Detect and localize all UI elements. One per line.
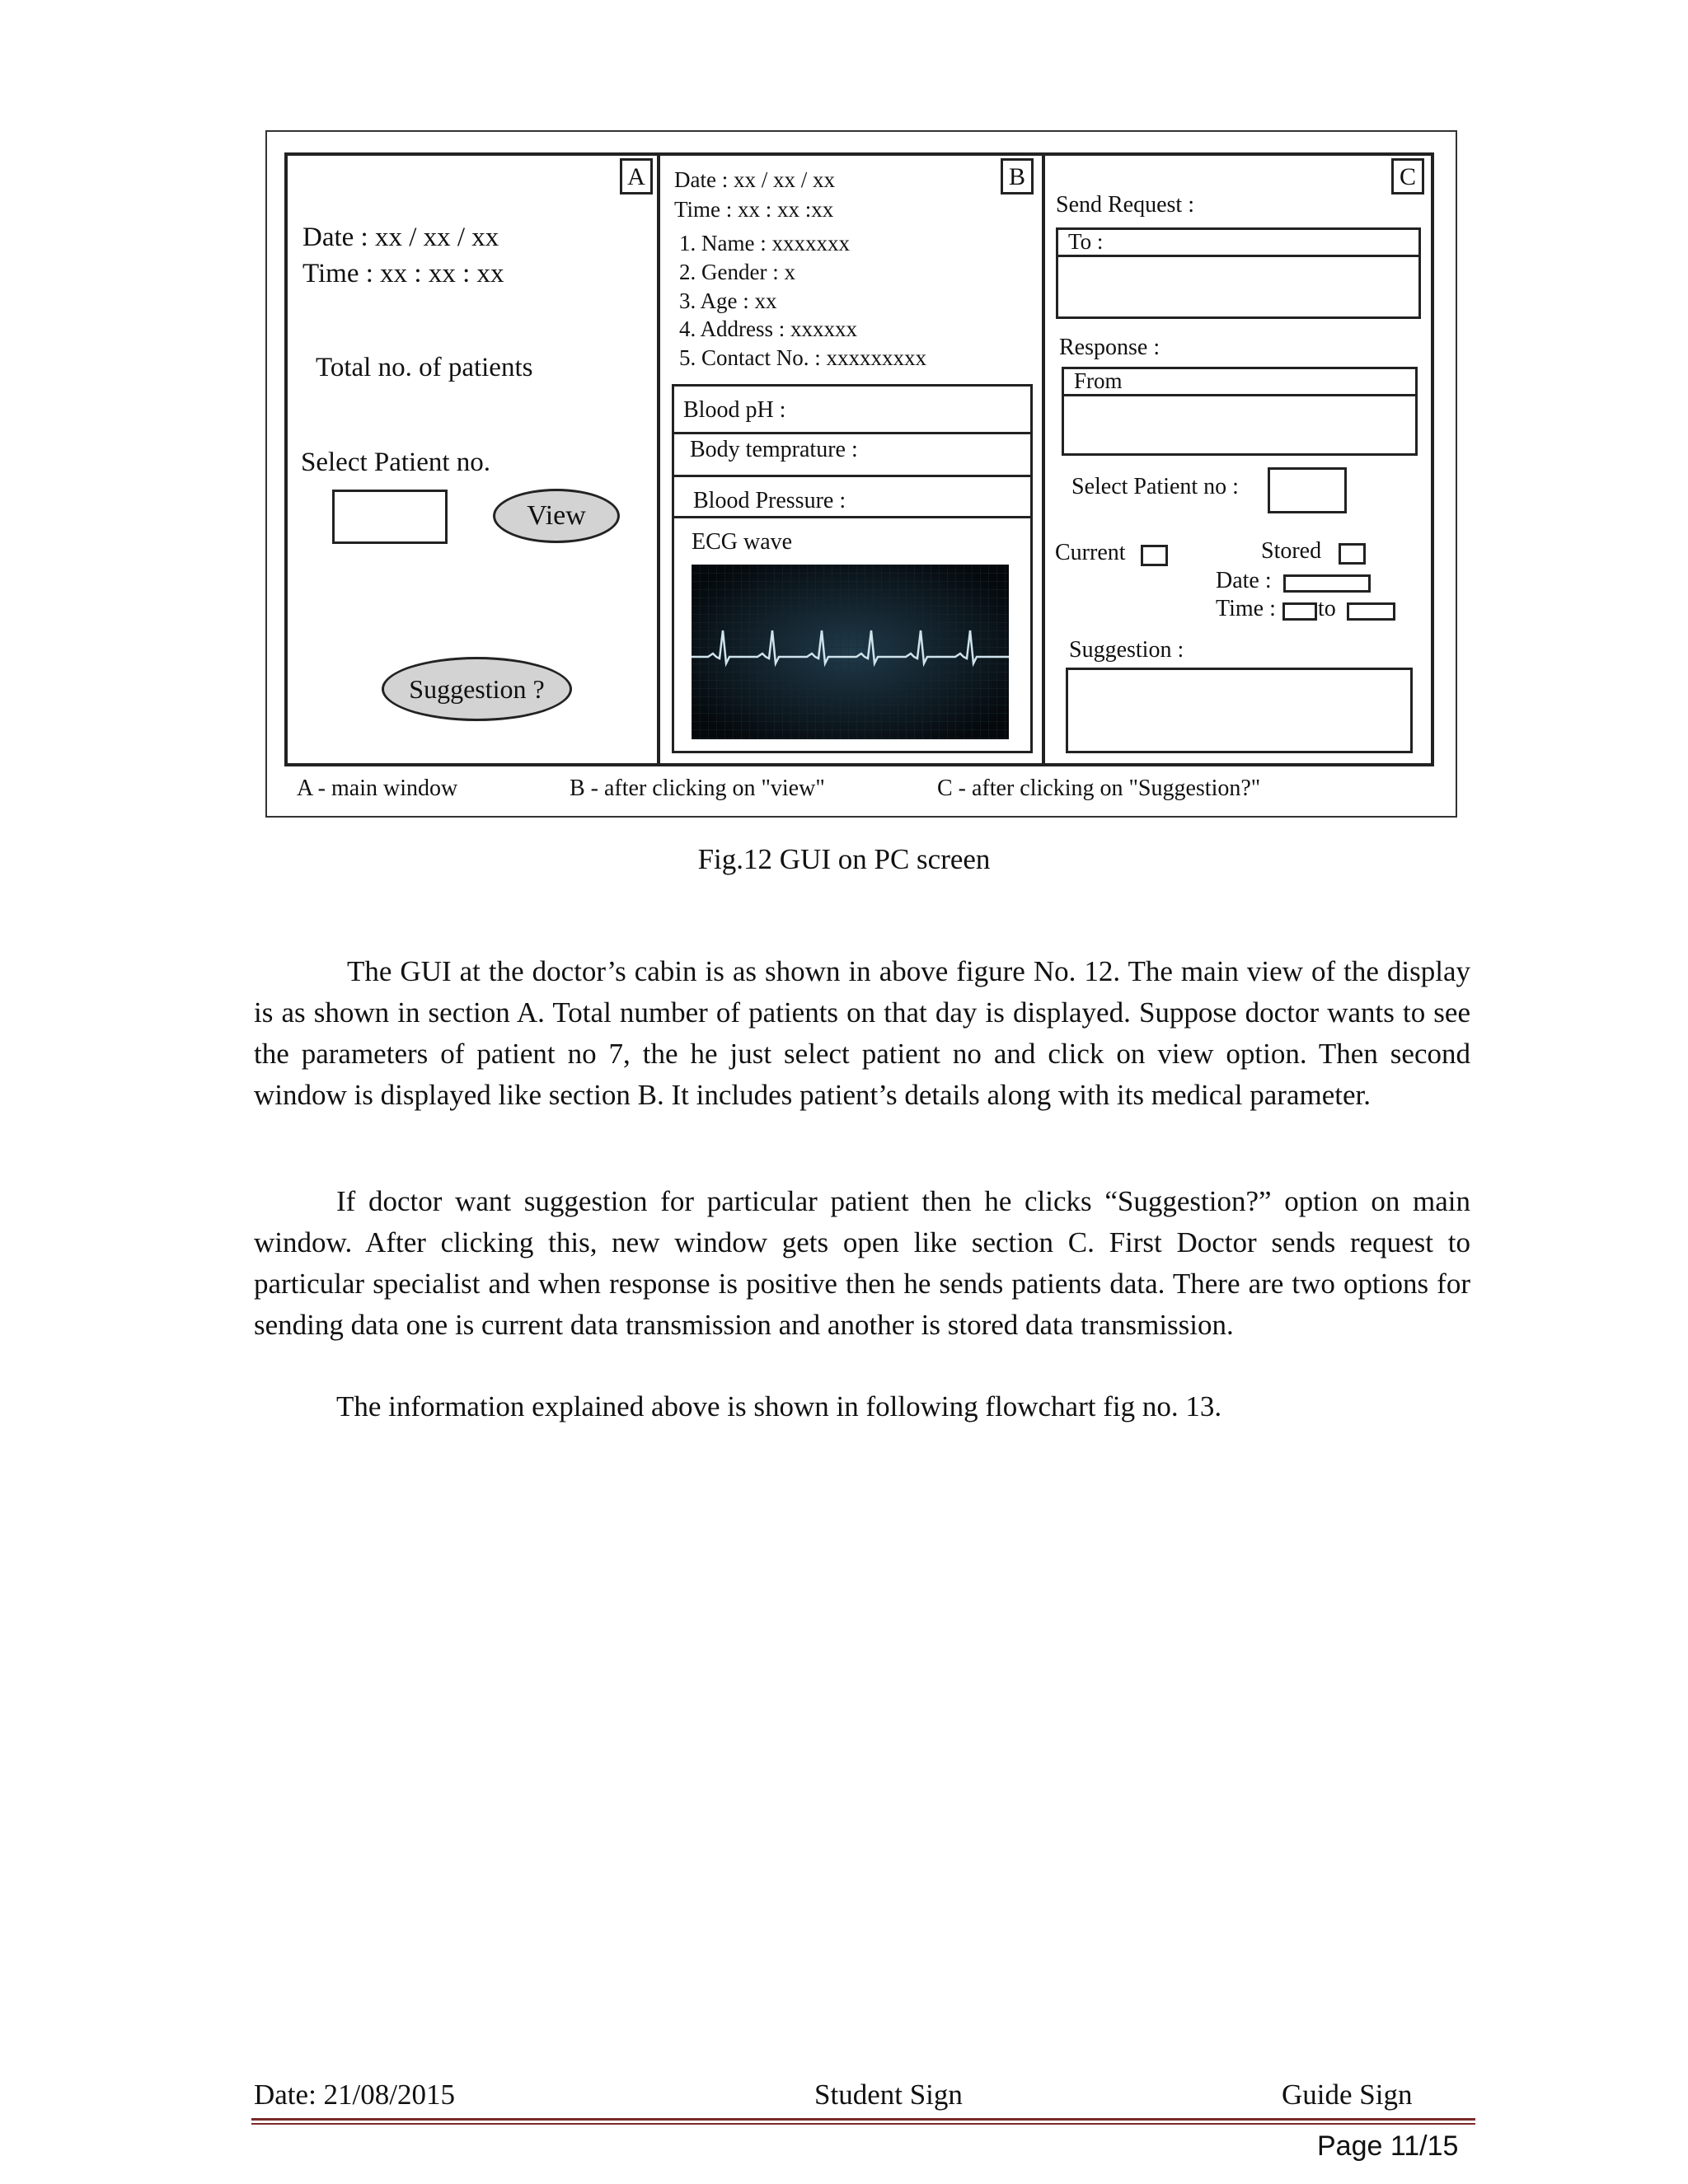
time-to-input[interactable] — [1347, 602, 1395, 621]
footer-date: Date: 21/08/2015 — [254, 2079, 455, 2111]
send-request-field[interactable] — [1056, 227, 1421, 319]
figure-title: Fig.12 GUI on PC screen — [697, 843, 991, 875]
panel-a-date: Date : xx / xx / xx — [302, 223, 499, 252]
to-label: To : — [1058, 230, 1418, 257]
caption-a: A - main window — [297, 776, 458, 801]
panel-a-tag: A — [620, 158, 653, 194]
vitals-separator — [672, 432, 1033, 434]
panel-a-time: Time : xx : xx : xx — [302, 259, 504, 288]
suggestion-button[interactable]: Suggestion ? — [382, 657, 572, 721]
patient-detail-address: 4. Address : xxxxxx — [679, 316, 857, 341]
vitals-separator — [672, 475, 1033, 477]
panel-b-tag: B — [1001, 158, 1034, 194]
caption-c: C - after clicking on "Suggestion?" — [937, 776, 1261, 801]
select-patient-label: Select Patient no. — [301, 448, 491, 477]
response-label: Response : — [1059, 335, 1160, 360]
paragraph-2: If doctor want suggestion for particular patient then he clicks “Suggestion?” option on main window. After clicking this, new window gets open like section C. First Doctor sends request to particular specialist and when response is positive then he sends patients data. There are two options for sending data one is current data transmission and another is stored data transmission. — [254, 1185, 1470, 1341]
patient-detail-name: 1. Name : xxxxxxx — [679, 231, 850, 255]
time-to-label: to — [1318, 596, 1336, 621]
date-c-input[interactable] — [1283, 574, 1371, 593]
select-patient-c-label: Select Patient no : — [1071, 474, 1239, 499]
blood-ph-label: Blood pH : — [683, 397, 786, 423]
paragraph-3: The information explained above is shown in following flowchart fig no. 13. — [336, 1390, 1222, 1422]
suggestion-c-label: Suggestion : — [1069, 637, 1184, 663]
footer-rule — [251, 2118, 1475, 2121]
paragraph-1: The GUI at the doctor’s cabin is as shown in above figure No. 12. The main view of the display is as shown in section A. Total number of patients on that day is displayed. Suppose doctor wants to see the parameters of patient no 7, the he just select patient no and click on view option. Then second window is displayed like section B. It includes patient’s details along with its medical parameter. — [254, 955, 1470, 1111]
panel-c-tag: C — [1391, 158, 1424, 194]
patient-detail-gender: 2. Gender : x — [679, 260, 795, 284]
response-field[interactable] — [1062, 367, 1418, 456]
vitals-separator — [672, 516, 1033, 518]
patient-detail-contact: 5. Contact No. : xxxxxxxxx — [679, 345, 926, 370]
total-patients-label: Total no. of patients — [316, 353, 533, 382]
ecg-wave-display — [692, 565, 1009, 739]
stored-checkbox[interactable] — [1339, 543, 1366, 565]
send-request-label: Send Request : — [1056, 192, 1194, 218]
panel-b-date: Date : xx / xx / xx — [674, 167, 835, 192]
footer-guide-sign: Guide Sign — [1282, 2079, 1413, 2111]
patient-number-input[interactable] — [332, 490, 448, 544]
footer-student-sign: Student Sign — [814, 2079, 963, 2111]
view-button[interactable]: View — [493, 489, 620, 543]
body-temperature-label: Body temprature : — [690, 437, 858, 462]
time-from-input[interactable] — [1282, 602, 1317, 621]
time-c-label: Time : — [1216, 596, 1276, 621]
suggestion-text-area[interactable] — [1066, 668, 1413, 753]
footer-rule — [251, 2123, 1475, 2125]
patient-detail-age: 3. Age : xx — [679, 288, 777, 313]
from-label: From — [1064, 369, 1415, 396]
panel-b-time: Time : xx : xx :xx — [674, 197, 834, 222]
current-label: Current — [1055, 540, 1126, 565]
ecg-label: ECG wave — [692, 529, 793, 555]
select-patient-c-input[interactable] — [1268, 467, 1347, 513]
divider-b-c — [1042, 156, 1045, 763]
date-c-label: Date : — [1216, 568, 1272, 593]
divider-a-b — [657, 156, 660, 763]
blood-pressure-label: Blood Pressure : — [693, 488, 846, 513]
stored-label: Stored — [1261, 538, 1322, 564]
page-number: Page 11/15 — [1317, 2130, 1459, 2162]
current-checkbox[interactable] — [1141, 545, 1168, 566]
caption-b: B - after clicking on "view" — [570, 776, 825, 801]
